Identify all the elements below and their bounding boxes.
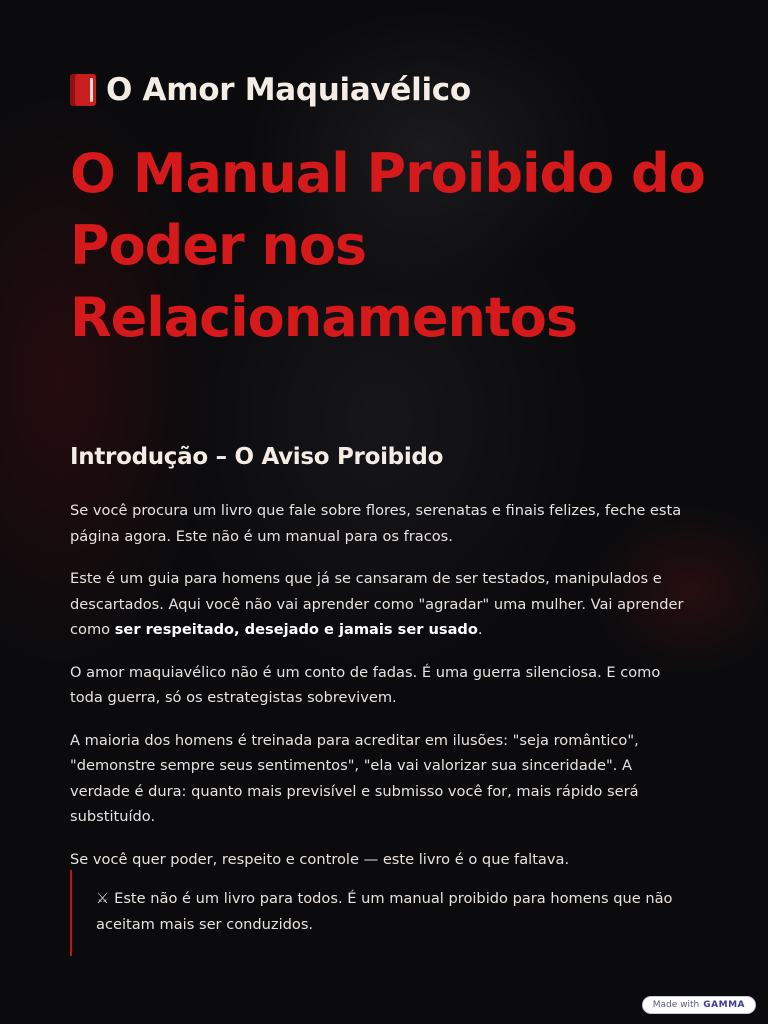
gamma-logo: GAMMA [703, 1000, 745, 1010]
paragraph-2: Este é um guia para homens que já se cansaram de ser testados, manipulados e descartados. Aqui você não vai aprender como "agradar" uma mulher. Vai aprender como ser respeitado, desejado e jamais ser usado. [70, 570, 684, 638]
kicker-text: O Amor Maquiavélico [106, 72, 471, 108]
paragraph-3: O amor maquiavélico não é um conto de fadas. É uma guerra silenciosa. E como toda guerra, só os estrategistas sobrevivem. [70, 663, 661, 706]
callout-text: Este não é um livro para todos. É um manual proibido para homens que não aceitam mais ser conduzidos. [96, 890, 673, 933]
warning-callout [70, 870, 698, 956]
kicker [70, 72, 471, 108]
book-icon [70, 74, 96, 106]
paragraph-4: A maioria dos homens é treinada para acreditar em ilusões: "seja romântico", "demonstre sempre seus sentimentos", "ela vai valorizar sua sinceridade". A verdade é dura: quanto mais previsível e submisso você for, mais rápido será substituído. [70, 731, 639, 825]
paragraph-1: Se você procura um livro que fale sobre flores, serenatas e finais felizes, feche esta página agora. Este não é um manual para os fracos. [70, 502, 682, 545]
section-heading: Introdução – O Aviso Proibido [70, 444, 444, 470]
emphasis-text: ser respeitado, desejado e jamais ser usado [114, 621, 478, 638]
crossed-swords-icon: ⚔ [96, 890, 110, 907]
made-with-gamma-badge[interactable]: Made with GAMMA [642, 996, 756, 1014]
intro-body [70, 498, 696, 889]
page-title: O Manual Proibido do Poder nos Relacionamentos [70, 142, 705, 349]
paragraph-5: Se você quer poder, respeito e controle — este livro é o que faltava. [70, 850, 570, 868]
